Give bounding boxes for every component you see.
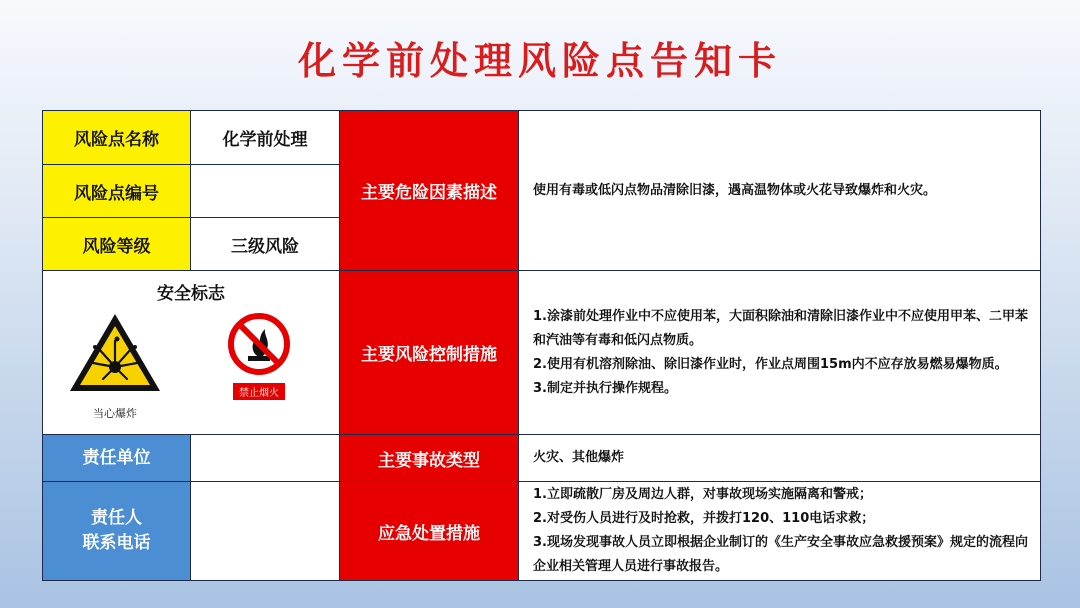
table-row: [43, 111, 1041, 165]
responsible-person-label-line2: 联系电话: [82, 533, 151, 553]
explosion-warning-sign: [67, 311, 163, 421]
hazard-value: 使用有毒或低闪点物品清除旧漆，遇高温物体或火花导致爆炸和火灾。: [519, 111, 1041, 271]
accident-value: 火灾、其他爆炸: [519, 435, 1041, 482]
control-item: 2.使用有机溶剂除油、除旧漆作业时，作业点周围15m内不应存放易燃易爆物质。: [533, 356, 1008, 372]
control-value: [519, 271, 1041, 435]
no-open-flame-icon: [226, 311, 292, 377]
table-row: [43, 271, 1041, 435]
responsible-person-label-line1: 责任人: [91, 508, 142, 528]
risk-level-value: 三级风险: [191, 218, 340, 271]
responsible-unit-label: 责任单位: [43, 435, 191, 482]
risk-code-label: 风险点编号: [43, 165, 191, 218]
emergency-item: 1.立即疏散厂房及周边人群，对事故现场实施隔离和警戒；: [533, 487, 872, 502]
responsible-unit-value: [191, 435, 340, 482]
risk-code-value: [191, 165, 340, 218]
responsible-person-label: [43, 482, 191, 581]
control-label: 主要风险控制措施: [340, 271, 519, 435]
control-item: 3.制定并执行操作规程。: [533, 380, 677, 396]
explosion-warning-caption: 当心爆炸: [93, 407, 137, 420]
safety-signs-title: 安全标志: [157, 284, 225, 304]
accident-label: 主要事故类型: [340, 435, 519, 482]
explosion-warning-icon: [67, 311, 163, 395]
emergency-item: 2.对受伤人员进行及时抢救，并拨打120、110电话求救；: [533, 511, 875, 526]
table-row: [43, 435, 1041, 482]
emergency-label: 应急处置措施: [340, 482, 519, 581]
hazard-label: 主要危险因素描述: [340, 111, 519, 271]
page-title: 化学前处理风险点告知卡: [297, 39, 782, 83]
responsible-person-value: [191, 482, 340, 581]
risk-card-table: [42, 110, 1041, 581]
emergency-value: [519, 482, 1041, 581]
no-open-flame-sign: [219, 311, 299, 400]
safety-signs-cell: [43, 271, 340, 435]
table-row: [43, 482, 1041, 581]
risk-name-label: 风险点名称: [43, 111, 191, 165]
emergency-item: 3.现场发现事故人员立即根据企业制订的《生产安全事故应急救援预案》规定的流程向企业相关管理人员进行事故报告。: [533, 535, 1028, 574]
control-item: 1.涂漆前处理作业中不应使用苯，大面积除油和清除旧漆作业中不应使用甲苯、二甲苯和汽油等有毒和低闪点物质。: [533, 308, 1028, 348]
no-open-flame-caption: 禁止烟火: [233, 383, 285, 400]
risk-level-label: 风险等级: [43, 218, 191, 271]
risk-name-value: 化学前处理: [191, 111, 340, 165]
